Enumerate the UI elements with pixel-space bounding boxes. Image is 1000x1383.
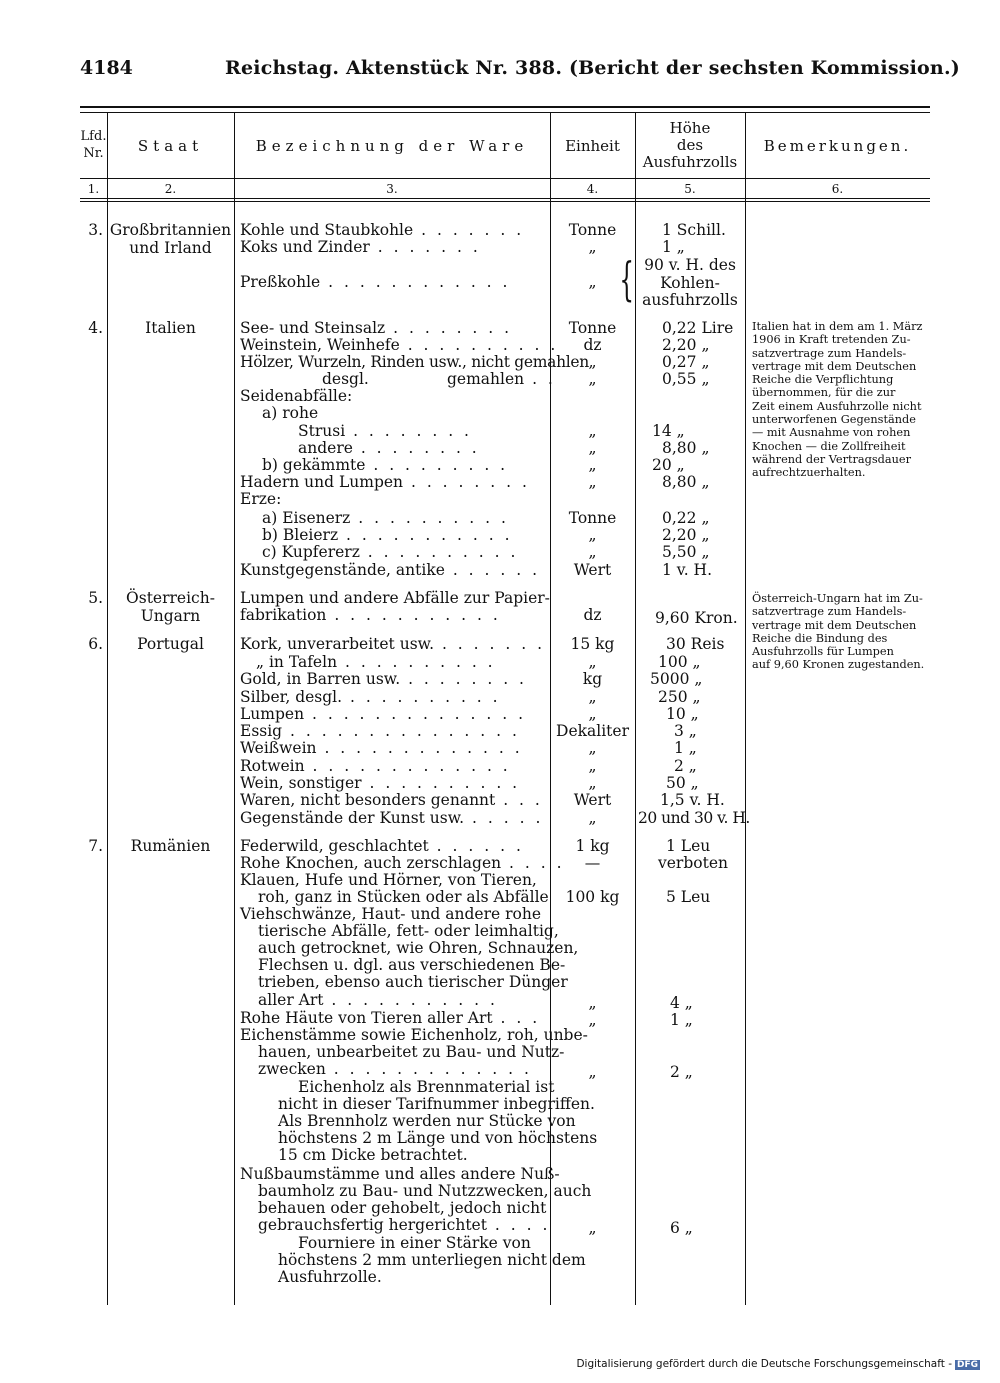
duty: 30 Reis bbox=[666, 635, 725, 653]
unit: „ bbox=[588, 526, 597, 544]
goods-item: Gegenstände der Kunst usw. . . . . . bbox=[240, 809, 544, 827]
unit: „ bbox=[588, 774, 597, 792]
duty: 0,55 „ bbox=[662, 370, 710, 388]
duty: 5,50 „ bbox=[662, 543, 710, 561]
goods-item: Eichenstämme sowie Eichenholz, roh, unbe- bbox=[240, 1026, 588, 1044]
unit: „ bbox=[588, 370, 597, 388]
goods-item: desgl. bbox=[322, 370, 369, 388]
col-number-1: 1. bbox=[87, 182, 100, 196]
unit: „ bbox=[588, 422, 597, 440]
goods-item: Preßkohle . . . . . . . . . . . . bbox=[240, 273, 511, 291]
duty: 0,22 „ bbox=[662, 509, 710, 527]
col-number-4: 4. bbox=[586, 182, 599, 196]
country-name: Italien bbox=[145, 319, 196, 337]
goods-item: Viehschwänze, Haut- und andere rohe bbox=[240, 905, 542, 923]
col-divider-1 bbox=[107, 113, 108, 1305]
goods-item: Gold, in Barren usw. . . . . . . . . bbox=[240, 670, 527, 688]
page-number: 4184 bbox=[80, 57, 133, 79]
duty: 0,22 Lire bbox=[662, 319, 734, 337]
goods-item: roh, ganz in Stücken oder als Abfälle bbox=[258, 888, 549, 906]
unit: — bbox=[584, 854, 601, 872]
unit: Wert bbox=[573, 561, 612, 579]
col-header-lfd: Lfd. Nr. bbox=[80, 129, 107, 161]
duty: 1 Leu bbox=[666, 837, 711, 855]
unit: 100 kg bbox=[565, 888, 620, 906]
unit: „ bbox=[588, 1063, 597, 1081]
unit: „ bbox=[588, 994, 597, 1012]
goods-note: Eichenholz als Brennmaterial ist bbox=[298, 1078, 555, 1096]
duty: 1 Schill. bbox=[662, 221, 726, 239]
top-rule-thick bbox=[80, 106, 930, 108]
col-header-bemerkungen: Bemerkungen. bbox=[763, 137, 912, 155]
goods-item: Rohe Knochen, auch zerschlagen . . . . bbox=[240, 854, 565, 872]
unit: dz bbox=[583, 336, 602, 354]
unit: 1 kg bbox=[575, 837, 610, 855]
duty: 1,5 v. H. bbox=[660, 791, 725, 809]
goods-item: auch getrocknet, wie Ohren, Schnauzen, bbox=[258, 939, 579, 957]
goods-item: Lumpen . . . . . . . . . . . . . . bbox=[240, 705, 527, 723]
goods-note: 15 cm Dicke betrachtet. bbox=[278, 1146, 468, 1164]
goods-note: Fourniere in einer Stärke von bbox=[298, 1234, 531, 1252]
duty: 2 „ bbox=[674, 757, 697, 775]
goods-item: tierische Abfälle, fett- oder leimhaltig, bbox=[258, 922, 559, 940]
col-number-5: 5. bbox=[684, 182, 696, 196]
unit: Tonne bbox=[568, 509, 617, 527]
duty: 1 „ bbox=[670, 1011, 693, 1029]
duty: 50 „ bbox=[666, 774, 699, 792]
unit: „ bbox=[588, 238, 597, 256]
goods-item: b) Bleierz . . . . . . . . . . . bbox=[262, 526, 513, 544]
goods-item: Wein, sonstiger . . . . . . . . . . bbox=[240, 774, 521, 792]
goods-note: Als Brennholz werden nur Stücke von bbox=[278, 1112, 576, 1130]
unit: kg bbox=[582, 670, 603, 688]
goods-item: Hadern und Lumpen . . . . . . . . bbox=[240, 473, 530, 491]
unit: „ bbox=[588, 273, 597, 291]
goods-item: Weinstein, Weinhefe . . . . . . . . . . bbox=[240, 336, 559, 354]
country-name: Portugal bbox=[137, 635, 204, 653]
duty: 14 „ bbox=[652, 422, 685, 440]
goods-item: hauen, unbearbeitet zu Bau- und Nutz- bbox=[258, 1043, 565, 1061]
goods-item: Weißwein . . . . . . . . . . . . . bbox=[240, 739, 523, 757]
unit: „ bbox=[588, 1219, 597, 1237]
entry-number: 5. bbox=[88, 589, 103, 607]
goods-item: Rotwein . . . . . . . . . . . . . bbox=[240, 757, 511, 775]
duty: 20 und 30 v. H. bbox=[638, 809, 750, 827]
duty: 1 v. H. bbox=[662, 561, 713, 579]
duty: 250 „ bbox=[658, 688, 701, 706]
goods-item: behauen oder gehobelt, jedoch nicht bbox=[258, 1199, 547, 1217]
brace-symbol: { bbox=[619, 252, 634, 306]
duty: 6 „ bbox=[670, 1219, 693, 1237]
goods-item: Kunstgegenstände, antike . . . . . . bbox=[240, 561, 541, 579]
remark-italy: Italien hat in dem am 1. März 1906 in Kraft tretenden Zu- satzvertrage zum Handels- vertrage mit dem Deutschen Reiche die Verpflichtung übernommen, für die zur Zeit einem Ausfuhrzolle nicht unterworfenen Gegenstände — mit Ausnahme von rohen Knochen — die Zollfreiheit während der Vertragsdauer aufrechtzuerhalten. bbox=[752, 320, 923, 480]
goods-item: Kork, unverarbeitet usw. . . . . . . . bbox=[240, 635, 545, 653]
body-rule bbox=[80, 201, 930, 202]
col-divider-5 bbox=[745, 113, 746, 1305]
entry-number: 3. bbox=[88, 221, 103, 239]
goods-item: Flechsen u. dgl. aus verschiedenen Be- bbox=[258, 956, 566, 974]
unit: „ bbox=[588, 688, 597, 706]
goods-item: See- und Steinsalz . . . . . . . . bbox=[240, 319, 513, 337]
footer-credit bbox=[576, 1358, 980, 1370]
goods-item: Essig . . . . . . . . . . . . . . . bbox=[240, 722, 520, 740]
unit: Tonne bbox=[568, 319, 617, 337]
goods-item: b) gekämmte . . . . . . . . . bbox=[262, 456, 509, 474]
unit: Tonne bbox=[568, 221, 617, 239]
col-number-6: 6. bbox=[831, 182, 844, 196]
colnum-rule bbox=[80, 198, 930, 199]
duty: 2,20 „ bbox=[662, 526, 710, 544]
goods-item: a) Eisenerz . . . . . . . . . . bbox=[262, 509, 509, 527]
goods-item: Nußbaumstämme und alles andere Nuß- bbox=[240, 1165, 560, 1183]
goods-note: nicht in dieser Tarifnummer inbegriffen. bbox=[278, 1095, 595, 1113]
duty: 3 „ bbox=[674, 722, 697, 740]
goods-item: Lumpen und andere Abfälle zur Papier- bbox=[240, 589, 550, 607]
footer-text: Digitalisierung gefördert durch die Deutsche Forschungsgemeinschaft - bbox=[576, 1358, 952, 1370]
duty: 2,20 „ bbox=[662, 336, 710, 354]
goods-item: Klauen, Hufe und Hörner, von Tieren, bbox=[240, 871, 537, 889]
goods-item: aller Art . . . . . . . . . . . bbox=[258, 991, 498, 1009]
unit: „ bbox=[588, 1011, 597, 1029]
col-header-staat: Staat bbox=[137, 137, 204, 155]
goods-item: trieben, ebenso auch tierischer Dünger bbox=[258, 973, 568, 991]
duty: 5000 „ bbox=[650, 670, 703, 688]
duty: 8,80 „ bbox=[662, 473, 710, 491]
goods-item: andere . . . . . . . . bbox=[298, 439, 480, 457]
goods-item: „ in Tafeln . . . . . . . . . . bbox=[256, 653, 496, 671]
unit: „ bbox=[588, 739, 597, 757]
top-rule-thin bbox=[80, 112, 930, 113]
unit: Dekaliter bbox=[556, 722, 629, 740]
country-name: Großbritannien und Irland bbox=[109, 221, 232, 257]
duty: 10 „ bbox=[666, 705, 699, 723]
unit: Wert bbox=[573, 791, 612, 809]
entry-number: 4. bbox=[88, 319, 103, 337]
goods-note: höchstens 2 m Länge und von höchstens bbox=[278, 1129, 598, 1147]
col-header-einheit: Einheit bbox=[565, 137, 620, 155]
goods-item: Koks und Zinder . . . . . . . bbox=[240, 238, 481, 256]
duty: 9,60 Kron. bbox=[655, 609, 738, 627]
goods-item: baumholz zu Bau- und Nutzzwecken, auch bbox=[258, 1182, 592, 1200]
goods-item: zwecken . . . . . . . . . . . . . bbox=[258, 1060, 532, 1078]
country-name: Rumänien bbox=[130, 837, 211, 855]
goods-item: gemahlen . . bbox=[447, 370, 556, 388]
goods-item: Silber, desgl. . . . . . . . . . . bbox=[240, 688, 501, 706]
goods-note: Ausfuhrzolle. bbox=[278, 1268, 382, 1286]
col-header-ware: Bezeichnung der Ware bbox=[255, 137, 529, 155]
duty: 5 Leu bbox=[666, 888, 711, 906]
duty: 0,27 „ bbox=[662, 353, 710, 371]
duty: 2 „ bbox=[670, 1063, 693, 1081]
goods-item: Waren, nicht besonders genannt . . . bbox=[240, 791, 543, 809]
page-title: Reichstag. Aktenstück Nr. 388. (Bericht der sechsten Kommission.) bbox=[225, 57, 960, 79]
remark-austria: Österreich-Ungarn hat im Zu- satzvertrage zum Handels- vertrage mit dem Deutschen Reiche die Bindung des Ausfuhrzolls für Lumpen auf 9,60 Kronen zugestanden. bbox=[752, 592, 925, 672]
unit: „ bbox=[588, 439, 597, 457]
goods-item: Strusi . . . . . . . . bbox=[298, 422, 472, 440]
unit: „ bbox=[588, 653, 597, 671]
goods-item: Kohle und Staubkohle . . . . . . . bbox=[240, 221, 525, 239]
col-divider-2 bbox=[234, 113, 235, 1305]
entry-number: 6. bbox=[88, 635, 103, 653]
dfg-logo-icon: DFG bbox=[956, 1360, 978, 1370]
goods-item: gebrauchsfertig hergerichtet . . . . bbox=[258, 1216, 551, 1234]
duty: 20 „ bbox=[652, 456, 685, 474]
goods-item: a) rohe bbox=[262, 404, 319, 422]
goods-item: Federwild, geschlachtet . . . . . . bbox=[240, 837, 524, 855]
unit: „ bbox=[588, 705, 597, 723]
duty: 100 „ bbox=[658, 653, 701, 671]
duty: 8,80 „ bbox=[662, 439, 710, 457]
duty: 1 „ bbox=[674, 739, 697, 757]
duty: 90 v. H. des Kohlen- ausfuhrzolls bbox=[642, 256, 738, 309]
goods-item: Hölzer, Wurzeln, Rinden usw., nicht gemahlen bbox=[240, 353, 589, 371]
goods-item: Erze: bbox=[240, 490, 282, 508]
goods-note: höchstens 2 mm unterliegen nicht dem bbox=[278, 1251, 586, 1269]
goods-item: fabrikation . . . . . . . . . . . bbox=[240, 606, 501, 624]
unit: dz bbox=[583, 606, 602, 624]
country-name: Österreich- Ungarn bbox=[126, 589, 215, 625]
col-header-hoehe: Höhe des Ausfuhrzolls bbox=[642, 119, 738, 171]
goods-item: c) Kupfererz . . . . . . . . . . bbox=[262, 543, 519, 561]
unit: „ bbox=[588, 353, 597, 371]
unit: „ bbox=[588, 473, 597, 491]
unit: „ bbox=[588, 456, 597, 474]
unit: „ bbox=[588, 757, 597, 775]
col-number-2: 2. bbox=[164, 182, 177, 196]
duty: 4 „ bbox=[670, 994, 693, 1012]
duty: 1 „ bbox=[662, 238, 685, 256]
col-number-3: 3. bbox=[386, 182, 398, 196]
unit: „ bbox=[588, 809, 597, 827]
duty: verboten bbox=[658, 854, 728, 872]
goods-item: Seidenabfälle: bbox=[240, 387, 353, 405]
unit: „ bbox=[588, 543, 597, 561]
goods-item: Rohe Häute von Tieren aller Art . . . bbox=[240, 1009, 541, 1027]
entry-number: 7. bbox=[88, 837, 103, 855]
header-rule bbox=[80, 178, 930, 179]
unit: 15 kg bbox=[570, 635, 615, 653]
